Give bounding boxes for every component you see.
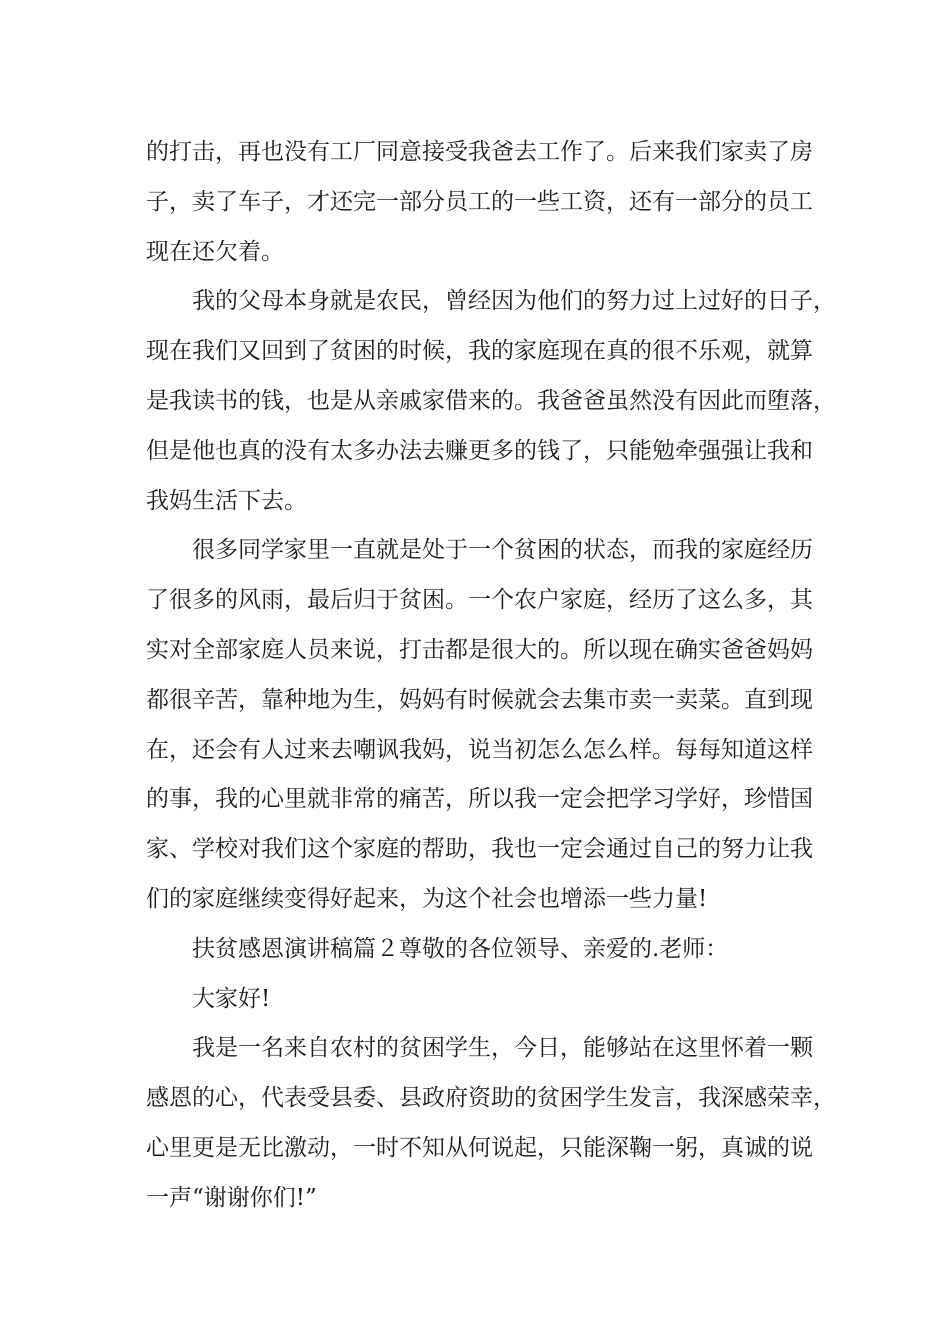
- text-line: 了很多的风雨，最后归于贫困。一个农户家庭，经历了这么多，其: [146, 587, 813, 614]
- text-line: 感恩的心，代表受县委、县政府资助的贫困学生发言，我深感荣幸，: [146, 1085, 836, 1112]
- text-line: 我妈生活下去。: [146, 487, 307, 514]
- text-line: 都很辛苦，靠种地为生，妈妈有时候就会去集市卖一卖菜。直到现: [146, 686, 813, 713]
- text-line: 家、学校对我们这个家庭的帮助，我也一定会通过自己的努力让我: [146, 836, 813, 863]
- text-line: 现在还欠着。: [146, 238, 284, 265]
- text-line: 现在我们又回到了贫困的时候，我的家庭现在真的很不乐观，就算: [146, 338, 813, 365]
- text-line: 们的家庭继续变得好起来，为这个社会也增添一些力量!: [146, 885, 708, 912]
- text-line: 的事，我的心里就非常的痛苦，所以我一定会把学习学好，珍惜国: [146, 786, 813, 813]
- text-line: 是我读书的钱，也是从亲戚家借来的。我爸爸虽然没有因此而堕落，: [146, 387, 836, 414]
- text-line: 实对全部家庭人员来说，打击都是很大的。所以现在确实爸爸妈妈: [146, 636, 813, 663]
- paragraph-start-line: 我是一名来自农村的贫困学生，今日，能够站在这里怀着一颗: [192, 1035, 813, 1062]
- section-heading-line: 扶贫感恩演讲稿篇２尊敬的各位领导、亲爱的.老师：: [192, 935, 729, 962]
- text-line: 子，卖了车子，才还完一部分员工的一些工资，还有一部分的员工: [146, 188, 813, 215]
- text-line: 心里更是无比激动，一时不知从何说起，只能深鞠一躬，真诚的说: [146, 1134, 813, 1161]
- paragraph-start-line: 我的父母本身就是农民，曾经因为他们的努力过上过好的日子，: [192, 288, 836, 315]
- text-line: 在，还会有人过来去嘲讽我妈，说当初怎么怎么样。每每知道这样: [146, 736, 813, 763]
- greeting-line: 大家好!: [192, 985, 271, 1012]
- document-body: [146, 128, 836, 1224]
- text-line: 一声“谢谢你们!”: [146, 1184, 317, 1211]
- text-line: 但是他也真的没有太多办法去赚更多的钱了，只能勉牵强强让我和: [146, 437, 813, 464]
- text-line: 的打击，再也没有工厂同意接受我爸去工作了。后来我们家卖了房: [146, 139, 813, 165]
- paragraph-start-line: 很多同学家里一直就是处于一个贫困的状态，而我的家庭经历: [192, 537, 813, 564]
